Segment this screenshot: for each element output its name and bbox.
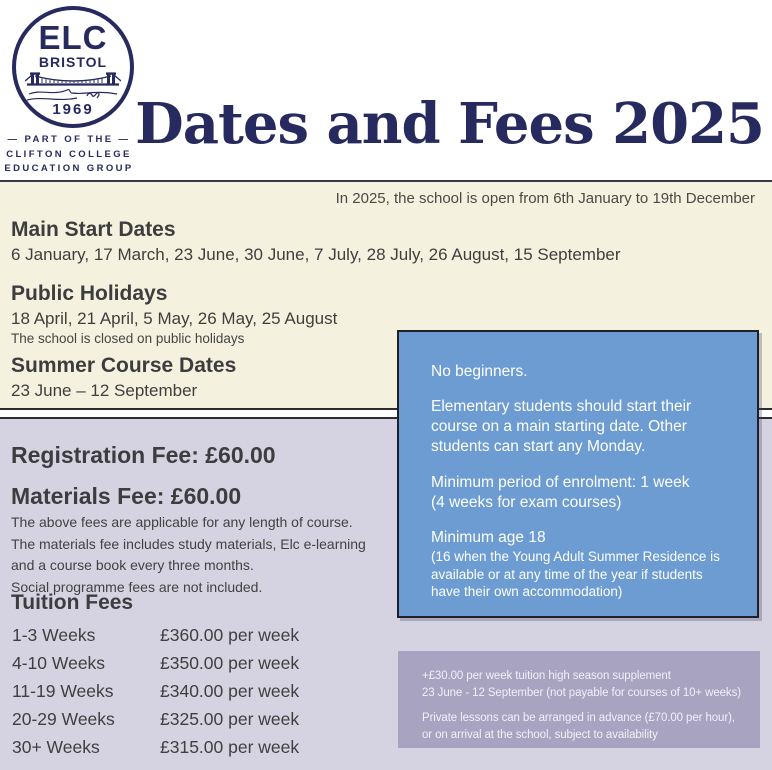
table-row — [12, 621, 299, 649]
fee-notes — [11, 512, 366, 598]
table-row — [12, 733, 299, 761]
tuition-weeks-label: 4-10 Weeks — [12, 652, 106, 673]
registration-fee-heading: Registration Fee: £60.00 — [11, 442, 276, 468]
fee-note-line: The above fees are applicable for any length of course. — [11, 514, 353, 530]
fee-note-line: and a course book every three months. — [11, 557, 254, 573]
public-holidays-heading: Public Holidays — [11, 282, 168, 305]
no-beginners-note: No beginners. — [431, 363, 528, 380]
private-lessons-line: or on arrival at the school, subject to availability — [422, 729, 658, 742]
supplement-line: +£30.00 per week tuition high season supplement — [422, 670, 671, 682]
tuition-fees-table — [12, 621, 299, 761]
tagline-part-of-the: — PART OF THE — — [7, 134, 131, 145]
tuition-price: £325.00 per week — [160, 708, 300, 729]
summer-course-dates-value: 23 June – 12 September — [11, 381, 198, 400]
logo-bristol-text: BRISTOL — [38, 54, 108, 70]
tagline-education-group: EDUCATION GROUP — [4, 163, 134, 175]
public-holidays-value: 18 April, 21 April, 5 May, 26 May, 25 August — [11, 309, 338, 328]
supplement-line: 23 June - 12 September (not payable for courses of 10+ weeks) — [422, 686, 741, 699]
tuition-weeks-label: 30+ Weeks — [12, 736, 100, 757]
tuition-weeks-label: 1-3 Weeks — [12, 624, 96, 645]
enrolment-info-box — [397, 330, 759, 618]
table-row — [12, 705, 299, 733]
tuition-fees-heading: Tuition Fees — [11, 591, 134, 614]
tuition-price: £360.00 per week — [160, 624, 300, 645]
private-lessons-line: Private lessons can be arranged in advance (£70.00 per hour), — [422, 712, 735, 725]
tuition-price: £340.00 per week — [160, 680, 300, 701]
materials-fee-heading: Materials Fee: £60.00 — [11, 483, 242, 509]
spacer — [422, 701, 750, 710]
elementary-students-note: Elementary students should start their course on a main starting date. Other students can start any Monday. — [431, 398, 692, 456]
fee-note-line: The materials fee includes study materials, Elc e-learning — [11, 535, 366, 552]
tagline-clifton-college: CLIFTON COLLEGE — [6, 148, 132, 160]
elc-bristol-logo — [12, 6, 134, 128]
logo-year: 1969 — [52, 101, 94, 118]
fee-note-line: Social programme fees are not included. — [11, 578, 263, 595]
minimum-age-note — [431, 528, 729, 601]
tuition-price: £350.00 per week — [160, 652, 300, 673]
table-row — [12, 677, 299, 705]
logo-elc-text: ELC — [38, 19, 108, 56]
tuition-weeks-label: 11-19 Weeks — [12, 680, 114, 701]
table-row — [12, 649, 299, 677]
minimum-enrolment-line1: Minimum period of enrolment: 1 week — [431, 473, 690, 491]
suspension-bridge-icon — [25, 70, 121, 104]
minimum-enrolment-note — [431, 473, 729, 513]
minimum-age-line1: Minimum age 18 — [431, 528, 546, 546]
tuition-price: £315.00 per week — [160, 736, 300, 757]
summer-course-dates-heading: Summer Course Dates — [11, 354, 237, 377]
minimum-age-detail: (16 when the Young Adult Summer Residence is available or at any time of the year if students have their own accommodation) — [431, 548, 720, 600]
main-start-dates-value: 6 January, 17 March, 23 June, 30 June, 7 July, 28 July, 26 August, 15 September — [11, 245, 621, 264]
main-start-dates-heading: Main Start Dates — [11, 218, 176, 241]
page-title: Dates and Fees 2025 — [135, 91, 764, 157]
school-open-note: In 2025, the school is open from 6th January to 19th December — [335, 190, 755, 207]
minimum-enrolment-line2: (4 weeks for exam courses) — [431, 493, 622, 511]
high-season-supplement-box — [398, 651, 760, 748]
public-holidays-note: The school is closed on public holidays — [11, 331, 245, 346]
tuition-weeks-label: 20-29 Weeks — [12, 708, 115, 729]
logo-tagline — [4, 133, 134, 177]
